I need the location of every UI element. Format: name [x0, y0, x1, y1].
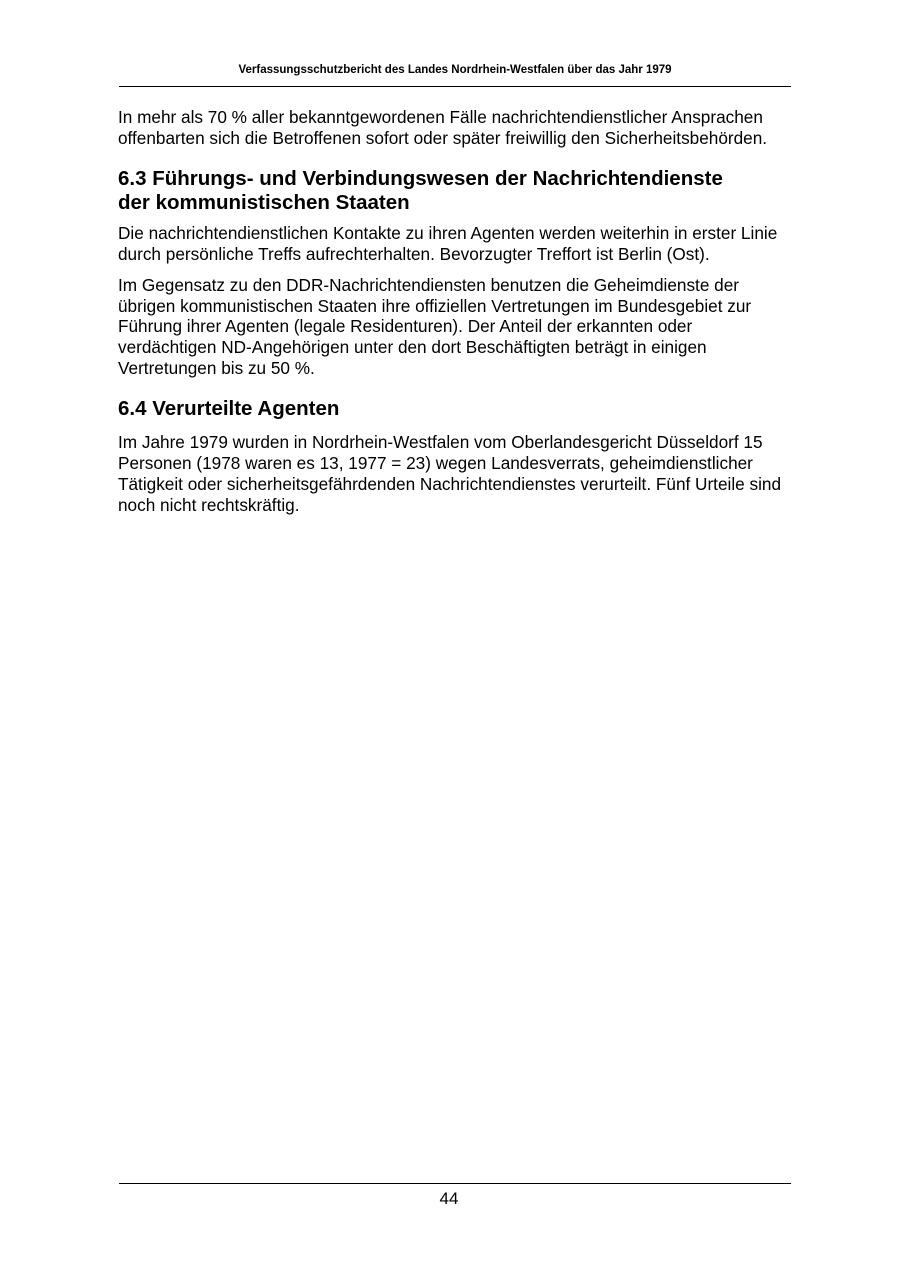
intro-paragraph: In mehr als 70 % aller bekanntgewordenen Fälle nachrichtendienstlicher Ansprachen offenbarten sich die Betroffenen sofort oder später freiwillig den Sicherheitsbehörden. — [118, 107, 768, 148]
section-6-3-heading-line1: 6.3 Führungs- und Verbindungswesen der Nachrichtendienste — [118, 166, 723, 190]
header-divider — [119, 86, 791, 87]
document-body — [118, 107, 790, 516]
section-6-3-heading-line2: der kommunistischen Staaten — [118, 190, 410, 214]
section-6-3-paragraph-1: Die nachrichtendienstlichen Kontakte zu ihren Agenten werden weiterhin in erster Linie durch persönliche Treffs aufrechterhalten. Bevorzugter Treffort ist Berlin (Ost). — [118, 222, 778, 264]
section-6-4-paragraph-1: Im Jahre 1979 wurden in Nordrhein-Westfalen vom Oberlandesgericht Düsseldorf 15 Personen (1978 waren es 13, 1977 = 23) wegen Landesverrats, geheimdienstlicher Tätigkeit oder sicherheitsgefährdenden Nachrichtendienstes verurteilt. Fünf Urteile sind noch nicht rechtskräftig. — [118, 432, 782, 515]
section-6-4-heading: 6.4 Verurteilte Agenten — [118, 397, 340, 421]
footer-divider — [119, 1183, 791, 1184]
section-6-3-heading — [118, 167, 790, 215]
section-6-3-paragraph-2: Im Gegensatz zu den DDR-Nachrichtendiensten benutzen die Geheimdienste der übrigen kommunistischen Staaten ihre offiziellen Vertretungen im Bundesgebiet zur Führung ihrer Agenten (legale Residenturen). Der Anteil der erkannten oder verdächtigen ND-Angehörigen unter den dort Beschäftigten beträgt in einigen Vertretungen bis zu 50 %. — [118, 274, 752, 379]
page-header-title: Verfassungsschutzbericht des Landes Nordrhein-Westfalen über das Jahr 1979 — [238, 64, 672, 76]
page-number: 44 — [439, 1189, 459, 1208]
